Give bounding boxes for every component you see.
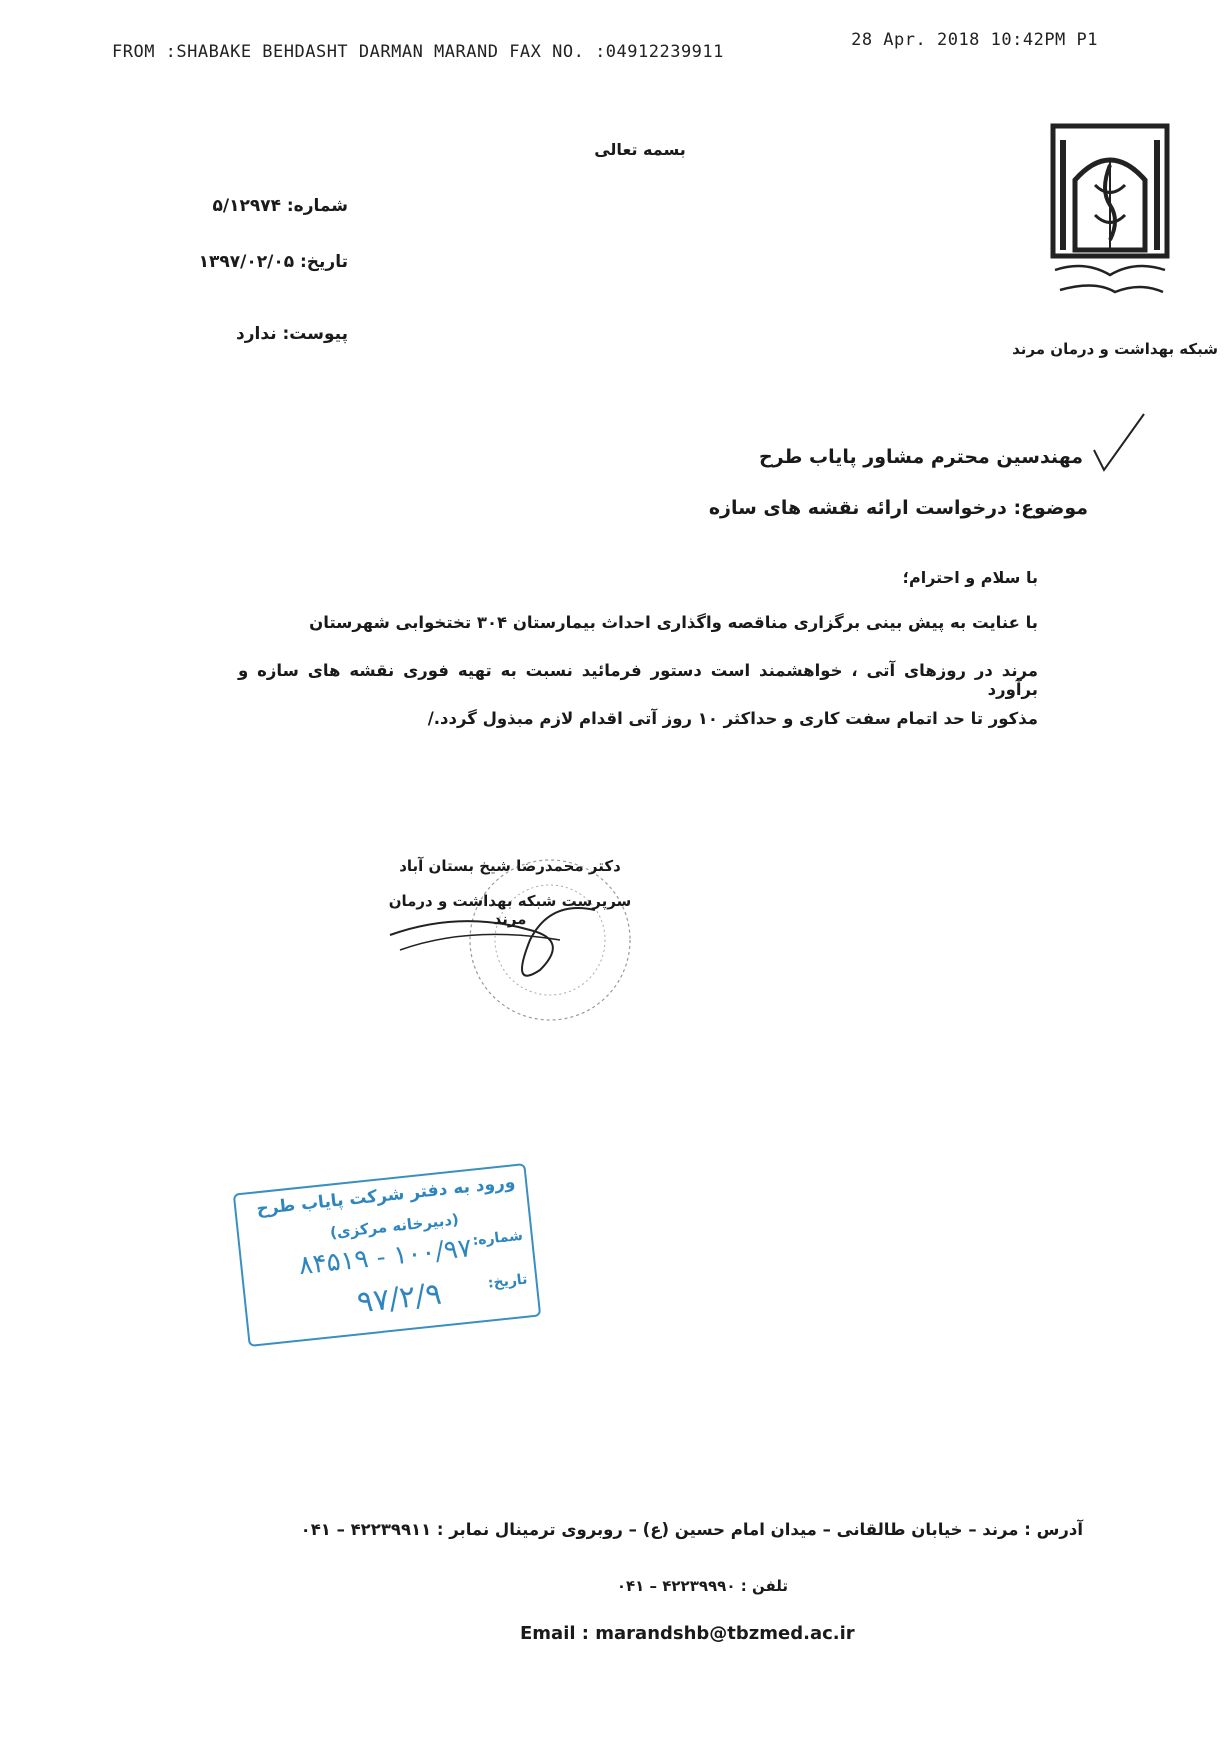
- stamp-number-label: شماره:: [471, 1227, 524, 1249]
- stamp-title: ورود به دفتر شرکت پایاب طرح: [255, 1172, 517, 1220]
- organization-caption: شبکه بهداشت و درمان مرند: [1012, 340, 1218, 358]
- signatory-title: سرپرست شبکه بهداشت و درمان مرند: [388, 892, 632, 928]
- letter-date-value: ۱۳۹۷/۰۲/۰۵: [198, 252, 295, 272]
- receipt-stamp: [233, 1163, 541, 1347]
- letter-attachment-label: پیوست:: [282, 324, 348, 344]
- recipient-line: مهندسین محترم مشاور پایاب طرح: [758, 446, 1083, 468]
- letter-date: [199, 252, 348, 272]
- footer-email: Email : marandshb@tbzmed.ac.ir: [520, 1623, 855, 1644]
- letter-number-label: شماره:: [286, 196, 348, 216]
- letter-number: [212, 196, 348, 216]
- fax-header: [0, 30, 1228, 60]
- letter-number-value: ۵/۱۲۹۷۴: [212, 196, 281, 216]
- stamp-date-label: تاریخ:: [487, 1271, 529, 1292]
- footer-phone: تلفن : ۴۲۲۳۹۹۹۰ – ۰۴۱: [616, 1577, 788, 1595]
- ministry-of-health-emblem-icon: [1045, 120, 1175, 310]
- letter-attachment-value: ندارد: [236, 324, 277, 344]
- stamp-date-value: ۹۷/۲/۹: [355, 1276, 444, 1321]
- signatory-name: دکتر محمدرضا شیخ بستان آباد: [399, 857, 621, 875]
- check-mark-icon: [1090, 410, 1150, 480]
- greeting: با سلام و احترام؛: [902, 568, 1038, 587]
- letter-date-label: تاریخ:: [300, 252, 348, 272]
- body-line-2: مرند در روزهای آتی ، خواهشمند است دستور فرمائید نسبت به تهیه فوری نقشه های سازه و برآورد: [238, 661, 1038, 699]
- stamp-subtitle: (دبیرخانه مرکزی): [329, 1210, 460, 1242]
- footer-address: آدرس : مرند – خیابان طالقانی – میدان امام حسین (ع) – روبروی ترمینال نمابر : ۴۲۲۳۹۹۱۱ – ۰۴۱: [300, 1520, 1083, 1539]
- subject-line: موضوع: درخواست ارائه نقشه های سازه: [708, 497, 1088, 519]
- fax-sender-line: FROM :SHABAKE BEHDASHT DARMAN MARAND FAX NO. :04912239911: [112, 42, 724, 62]
- body-line-3: مذکور تا حد اتمام سفت کاری و حداکثر ۱۰ روز آتی اقدام لازم مبذول گردد./: [427, 709, 1038, 728]
- body-line-1: با عنایت به پیش بینی برگزاری مناقصه واگذاری احداث بیمارستان ۳۰۴ تختخوابی شهرستان: [309, 613, 1038, 632]
- letter-attachment: [236, 324, 348, 344]
- fax-datetime: 28 Apr. 2018 10:42PM P1: [851, 30, 1098, 50]
- stamp-number-value: ۱۰۰/۹۷ - ۸۴۵۱۹: [297, 1233, 474, 1282]
- bismillah: بسمه تعالی: [594, 140, 686, 159]
